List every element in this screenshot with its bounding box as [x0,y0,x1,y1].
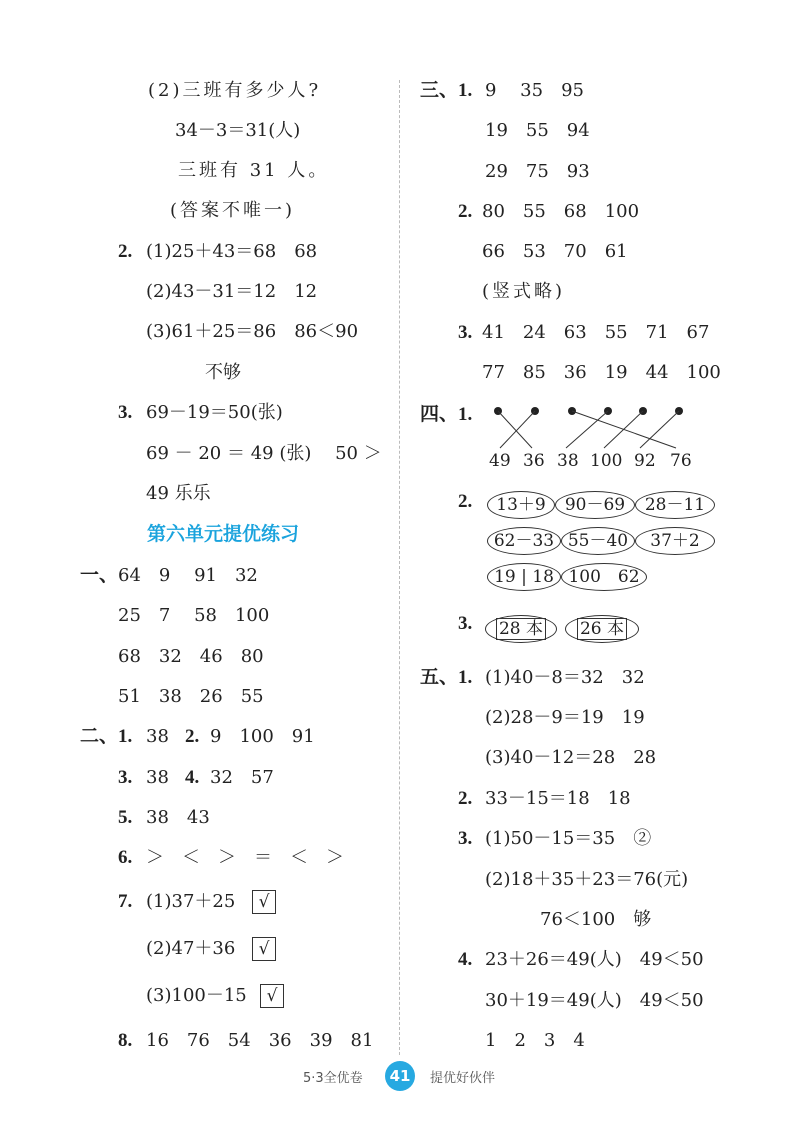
s2-q4-number: 4. [185,767,200,788]
match-line [604,411,643,448]
s2-q6-number: 6. [118,847,133,868]
expression-oval: 28－11 [635,491,715,519]
s3-q2-row1: 80 55 68 100 [482,201,640,222]
check-box: √ [252,890,276,914]
section5-label: 五、 [420,667,459,688]
s5-q1-part3: (3)40－12＝28 28 [485,747,657,768]
s2-q1-number: 1. [118,726,133,747]
footer-slogan: 提优好伙伴 [430,1071,496,1086]
s5-q4-line1: 23＋26＝49(人) 49＜50 [485,949,704,970]
check-box: √ [260,984,284,1008]
q2-number: 2. [118,241,133,262]
s2-q4-answer: 32 57 [210,767,274,788]
section2-label: 二、 [80,726,119,747]
s5-q2-answer: 33－15＝18 18 [485,788,631,809]
footer-brand: 5·3全优卷 [303,1071,363,1086]
expression-oval: 13＋9 [487,491,555,519]
s3-q2-row2: 66 53 70 61 [482,241,628,262]
expression-oval: 55－40 [561,527,635,555]
section1-row3: 68 32 46 80 [118,646,264,667]
q1-note: (答案不唯一) [170,200,296,221]
q1-2-question: (2)三班有多少人? [148,80,322,101]
q3-line3: 49 乐乐 [146,483,211,504]
s3-q2-number: 2. [458,201,473,222]
s2-q7-part3: (3)100－15 [146,985,247,1006]
s2-q5-answer: 38 43 [146,807,210,828]
expression-oval: 100 62 [561,563,647,591]
match-line [500,411,535,448]
match-number: 38 [557,451,579,470]
s2-q7-number: 7. [118,891,133,912]
expression-oval: 90－69 [555,491,635,519]
s2-q1-answer: 38 [146,726,169,747]
q2-part3: (3)61＋25＝86 86＜90 [146,321,359,342]
s4-q2-number: 2. [458,491,473,512]
s5-q3-part1: (1)50－15＝35 ② [485,828,652,849]
section-title: 第六单元提优练习 [147,523,300,545]
s4-q1-number: 1. [458,404,473,425]
s5-q4-line2: 30＋19＝49(人) 49＜50 [485,990,704,1011]
s2-q8-answer: 16 76 54 36 39 81 [146,1030,374,1051]
match-number: 49 [489,451,511,470]
q3-number: 3. [118,402,133,423]
s2-q6-answer: ＞ ＜ ＞ ＝ ＜ ＞ [146,847,344,868]
expression-oval: 62－33 [487,527,561,555]
q2-part1: (1)25＋43＝68 68 [146,241,318,262]
answer-box: 28 本 [496,618,546,640]
s2-q5-number: 5. [118,807,133,828]
match-number: 92 [634,451,656,470]
match-line [498,411,532,448]
s3-q3-number: 3. [458,322,473,343]
s5-q3-number: 3. [458,828,473,849]
answer-oval [485,615,557,643]
q3-line2: 69 － 20 ＝ 49 (张) 50 ＞ [146,443,382,464]
match-number: 76 [670,451,692,470]
s3-q3-row2: 77 85 36 19 44 100 [482,362,721,383]
q2-conclusion: 不够 [205,362,241,383]
s3-q1-row2: 19 55 94 [485,120,590,141]
s5-q4-number: 4. [458,949,473,970]
expression-oval: 19 | 18 [487,563,561,591]
match-number: 100 [590,451,623,470]
answer-box: 26 本 [577,618,627,640]
s5-q1-number: 1. [458,667,473,688]
match-number: 36 [523,451,545,470]
s2-q2-answer: 9 100 91 [210,726,315,747]
q2-part2: (2)43－31＝12 12 [146,281,318,302]
section1-row4: 51 38 26 55 [118,686,264,707]
answer-oval [565,615,639,643]
page-number: 41 [385,1061,415,1091]
s4-q3-number: 3. [458,613,473,634]
check-box: √ [252,937,276,961]
s2-q7-part2: (2)47＋36 [146,938,236,959]
s3-q3-row1: 41 24 63 55 71 67 [482,322,710,343]
s5-q1-part1: (1)40－8＝32 32 [485,667,645,688]
matching-diagram [480,400,710,470]
s3-q1-row1: 9 35 95 [485,80,584,101]
section1-row1: 64 9 91 32 [118,565,258,586]
s2-q2-number: 2. [185,726,200,747]
s5-q1-part2: (2)28－9＝19 19 [485,707,645,728]
section4-label: 四、 [420,404,459,425]
q1-2-equation: 34－3＝31(人) [175,120,301,141]
section1-label: 一、 [80,565,119,586]
q1-2-answer: 三班有 31 人。 [178,160,330,181]
expression-oval: 37＋2 [635,527,715,555]
column-divider [399,80,400,1055]
s2-q3-answer: 38 [146,767,169,788]
section3-label: 三、 [420,80,459,101]
s5-q2-number: 2. [458,788,473,809]
s2-q8-number: 8. [118,1030,133,1051]
s3-q1-number: 1. [458,80,473,101]
s3-q1-row3: 29 75 93 [485,161,590,182]
s2-q3-number: 3. [118,767,133,788]
q3-line1: 69－19＝50(张) [146,402,283,423]
s5-q3-conclusion: 76＜100 够 [540,909,652,930]
s5-q3-part2: (2)18＋35＋23＝76(元) [485,869,689,890]
s5-q4-line3: 1 2 3 4 [485,1030,585,1051]
section1-row2: 25 7 58 100 [118,605,270,626]
s2-q7-part1: (1)37＋25 [146,891,236,912]
s3-q2-note: (竖式略) [482,281,566,302]
